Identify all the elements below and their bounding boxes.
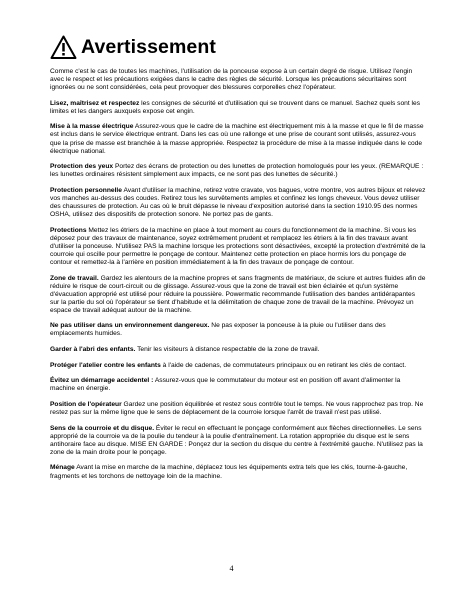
paragraph	[50, 163, 426, 179]
paragraph	[50, 187, 426, 219]
paragraph-heading: Ménage	[50, 464, 75, 472]
paragraph-text: à l'aide de cadenas, de commutateurs principaux ou en retirant les clés de contact.	[160, 361, 407, 369]
paragraph-heading: Zone de travail.	[50, 274, 99, 282]
paragraph-heading: Garder à l'abri des enfants.	[50, 346, 136, 354]
paragraph-heading: Protection des yeux	[50, 163, 114, 171]
paragraph-heading: Ne pas utiliser dans un environnement dangereux.	[50, 322, 210, 330]
paragraph-text: Ne pas exposer la ponceuse à la pluie ou l'utiliser dans des emplacements humides.	[50, 322, 386, 338]
paragraph-text: Éviter le recul en effectuant le ponçage conformément aux flèches directionnelles. Le sens approprié de la courroie va de la poulie du tendeur à la poulie d'entraînement. La rotation appropriée du disque est le sens antihoraire face au disque. MISE EN GARDE : Ponçez dur la section du disque du centre à l'extrémité gauche. N'utilisez pas la zone de la main droite pour le ponçage.	[50, 424, 423, 456]
paragraph-heading: Mise à la masse électrique	[50, 123, 134, 131]
paragraph-text: Gardez une position équilibrée et restez sous contrôle tout le temps. Ne vous rapprochez pas trop. Ne restez pas sur la même ligne que le sens de déplacement de la courroie lorsque l'arrêt de travail n'est pas utilisé.	[50, 400, 424, 417]
paragraph-heading: Protéger l'atelier contre les enfants	[50, 361, 161, 369]
warning-header	[50, 32, 426, 62]
paragraph-text: les consignes de sécurité et d'utilisation qui se trouvent dans ce manuel. Sachez quels sont les limites et les dangers auxquels expose cet engin.	[50, 99, 421, 115]
paragraph	[50, 322, 426, 338]
paragraph-text: Portez des écrans de protection ou des lunettes de protection homologués pour les yeux. (REMARQUE : les lunettes ordinaires résistent simplement aux impacts, ce ne sont pas des lunettes de sécurité.)	[50, 163, 424, 179]
paragraph-text: Comme c'est le cas de toutes les machines, l'utilisation de la ponceuse expose à un certain degré de risque. Utilisez l'engin avec le respect et les précautions exigées dans le cadre des règles de sécurité. Lorsque les précautions sécuritaires sont ignorées ou ne sont considérées, cela peut provoquer des blessures corporelles chez l'opérateur.	[50, 68, 413, 92]
paragraph-heading: Position de l'opérateur	[50, 400, 122, 408]
paragraph-heading: Sens de la courroie et du disque.	[50, 424, 155, 432]
paragraph	[50, 227, 426, 267]
paragraph-heading: Lisez, maîtrisez et respectez	[50, 99, 140, 107]
paragraph-text: Tenir les visiteurs à distance respectable de la zone de travail.	[135, 346, 320, 354]
paragraph-heading: Évitez un démarrage accidentel :	[50, 377, 154, 385]
paragraph-text: Avant d'utiliser la machine, retirez votre cravate, vos bagues, votre montre, vos autres bijoux et relevez vos manches au-dessus des coudes. Retirez tous les survêtements amples et confinez les longs cheveux. Vous devez utiliser des chaussures de protection. Au cas où le bruit dépasse le niveau d'exposition autorisé dans la section 1910.95 des normes OSHA, utilisez des dispositifs de protection sonore. Ne portez pas de gants.	[50, 186, 426, 219]
paragraph-text: Gardez les alentours de la machine propres et sans fragments de matériaux, de sciure et autres fluides afin de réduire le risque de court-circuit ou de glissage. Assurez-vous que la zone de travail est bien éclairée et qu'un système d'évacuation approprié est utilisé pour réduire la poussière. Powermatic recommande l'utilisation des bandes antidérapantes sur la partie du sol où l'opérateur se tient d'habitude et la délimitation de chaque zone de travail de la machine. Prévoyez un espace de travail adéquat autour de la machine.	[50, 274, 426, 314]
page-number: 4	[229, 564, 234, 573]
paragraph	[50, 100, 426, 116]
paragraph	[50, 425, 426, 457]
paragraph	[50, 362, 426, 370]
warning-triangle-icon	[50, 35, 77, 60]
paragraph	[50, 275, 426, 315]
paragraph-heading: Protections	[50, 226, 87, 234]
paragraph	[50, 68, 426, 92]
document-page	[50, 32, 426, 488]
paragraph-list	[50, 68, 426, 481]
paragraph	[50, 346, 426, 354]
paragraph-text: Mettez les étriers de la machine en place à tout moment au cours du fonctionnement de la machine. Si vous les déposez pour des travaux de maintenance, soyez extrêmement prudent et remplacez les étriers à la fin des travaux avant d'utiliser la ponceuse. N'utilisez PAS la machine lorsque les protections sont désactivées, excepté la protection d'extrémité de la courroie qui oscille pour permettre le ponçage de contour. Maintenez cette protection en place hormis lors du ponçage de contour et remettez-la à l'arrière en position immédiatement à la fin des travaux de ponçage de contour.	[50, 226, 426, 266]
page-title: Avertissement	[81, 35, 216, 58]
paragraph	[50, 401, 426, 417]
paragraph-heading: Protection personnelle	[50, 186, 122, 194]
paragraph	[50, 123, 426, 155]
paragraph-text: Assurez-vous que le cadre de la machine est électriquement mis à la masse et que le fil de masse est inclus dans le service électrique entrant. Dans les cas où une rallonge et une prise de courant sont utilisés, assurez-vous que la prise de masse est branchée à la masse appropriée. Respectez la procédure de mise à la masse indiquée dans le code électrique national.	[50, 123, 424, 155]
paragraph-text: Avant la mise en marche de la machine, déplacez tous les équipements extra tels que les clés, tourne-à-gauche, fragments et les torchons de nettoyage loin de la machine.	[50, 464, 408, 480]
paragraph-text: Assurez-vous que le commutateur du moteur est en position off avant d'alimenter la machine en énergie.	[50, 377, 401, 393]
paragraph	[50, 464, 426, 480]
paragraph	[50, 377, 426, 393]
